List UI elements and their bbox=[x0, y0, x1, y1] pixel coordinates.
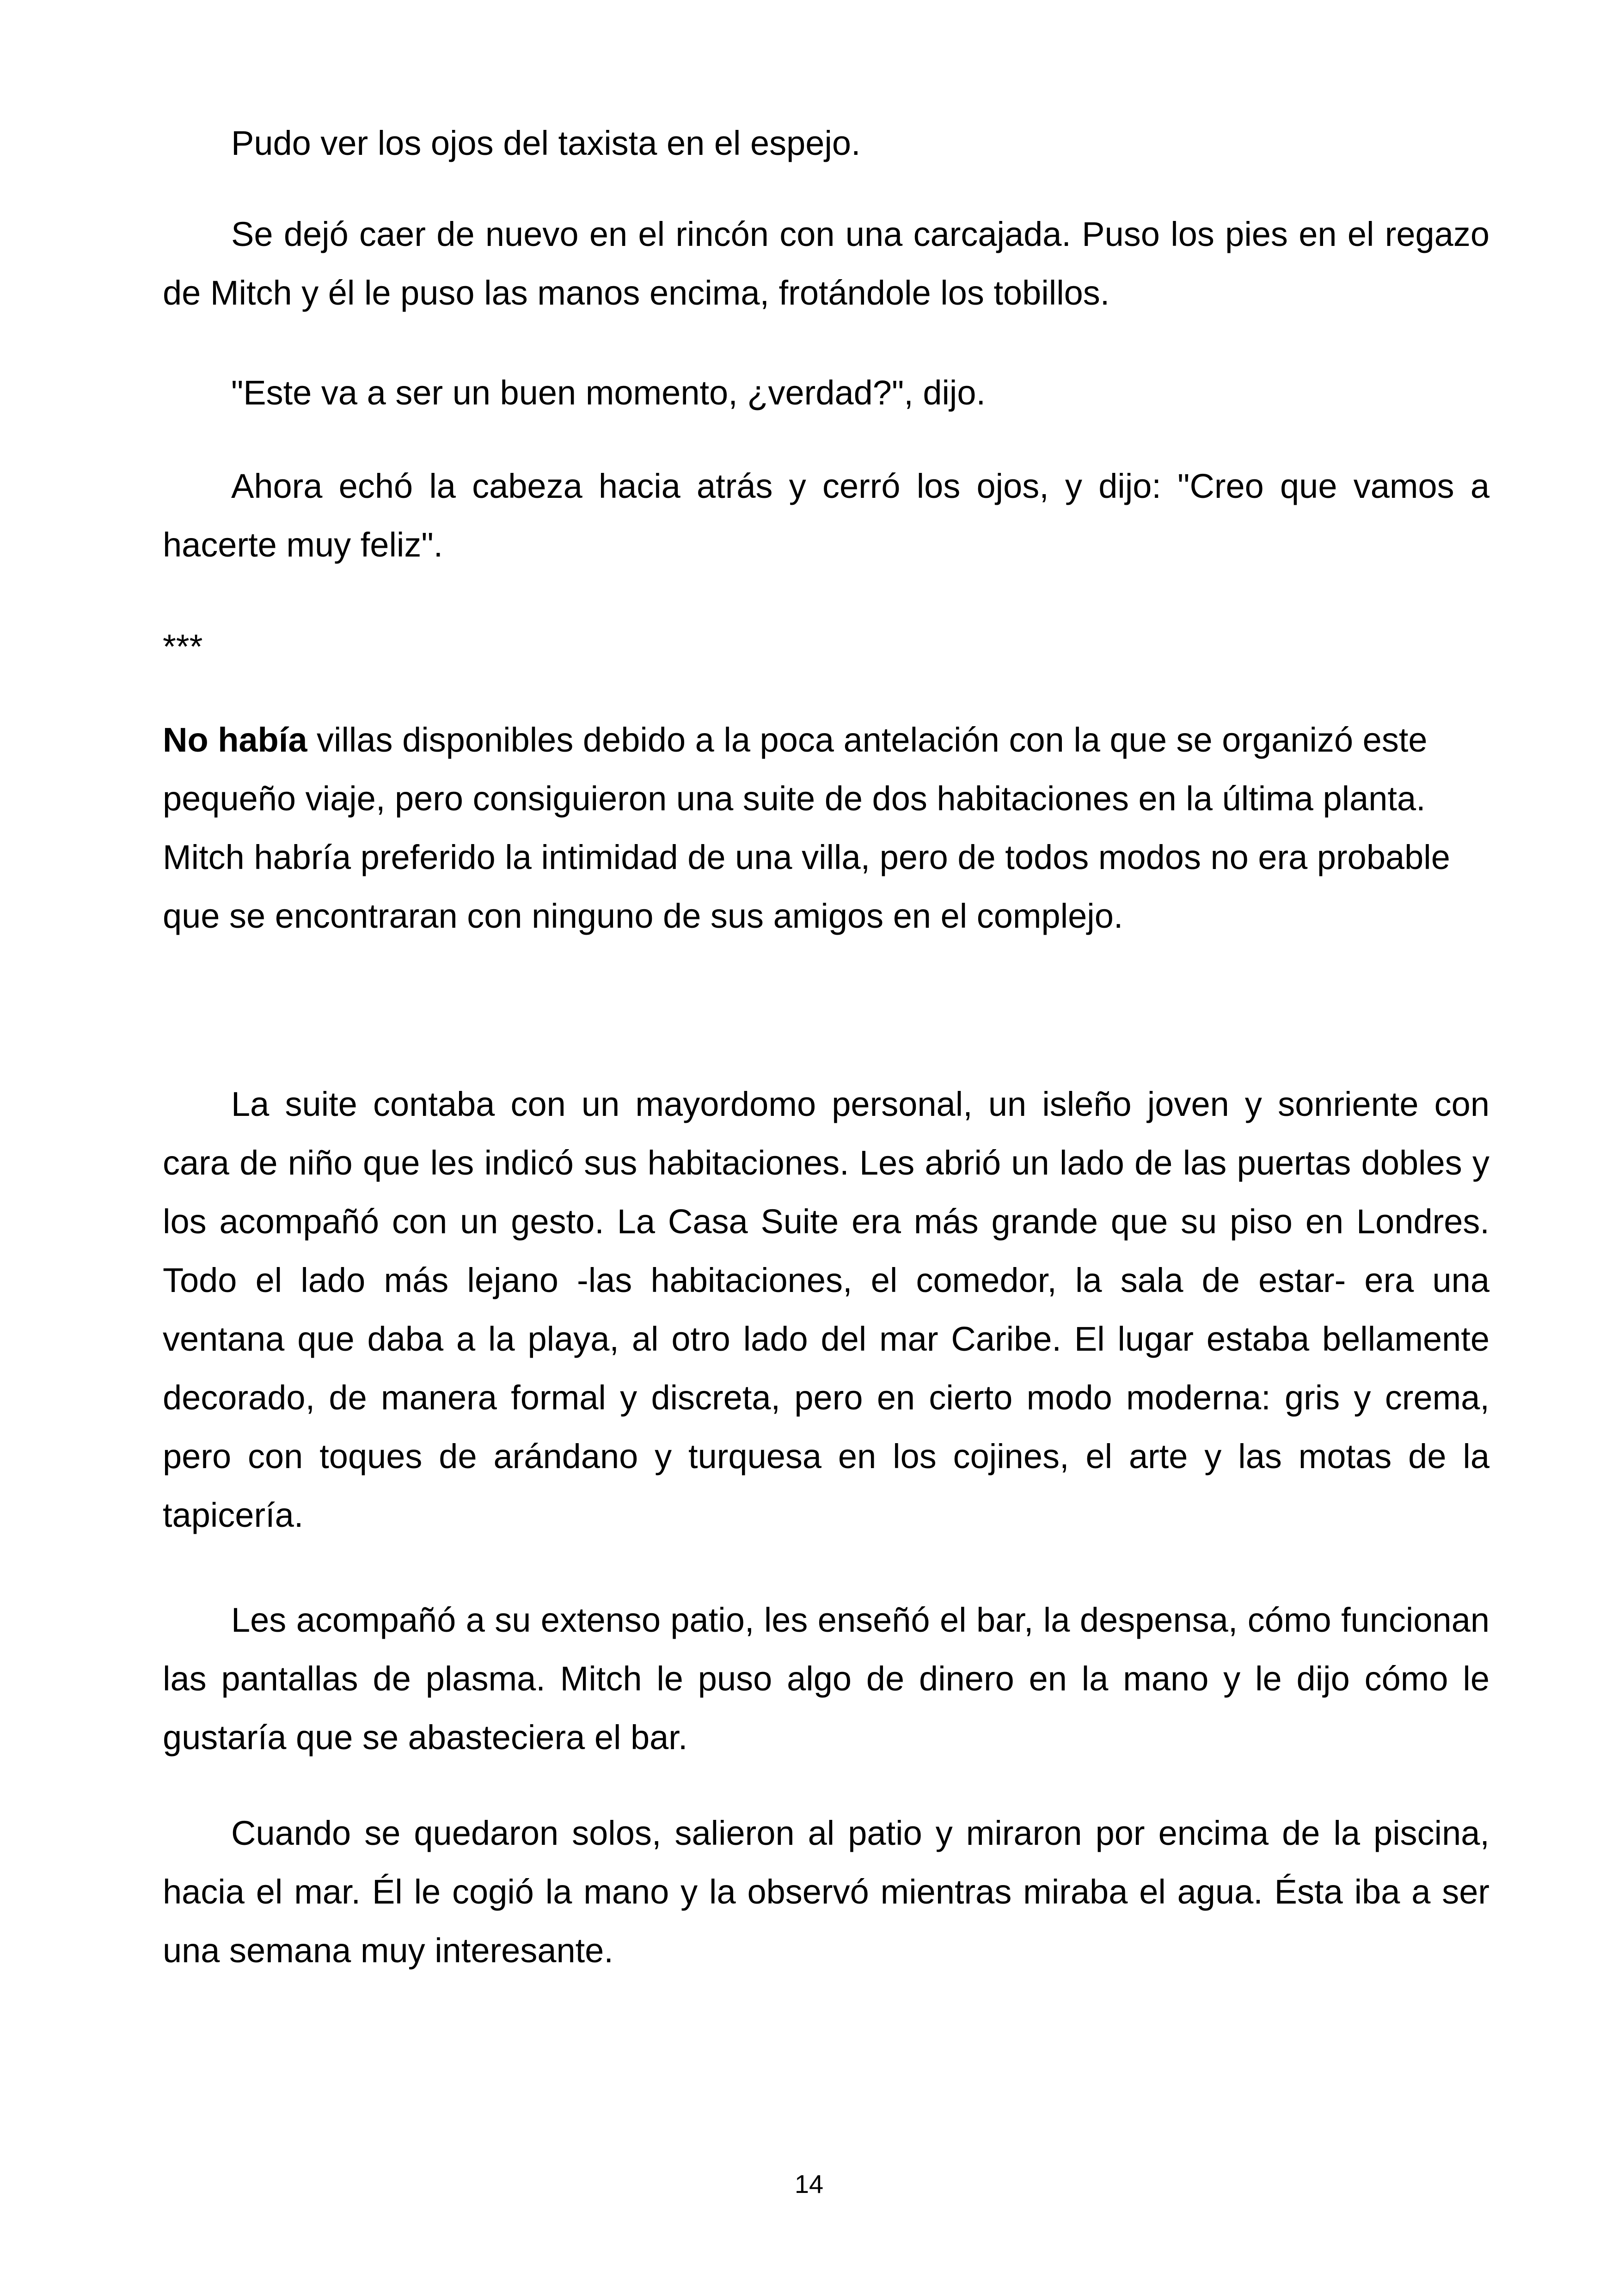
paragraph-5-body: villas disponibles debido a la poca antelación con la que se organizó este pequeño viaje, pero consiguieron una suite de dos habitaciones en la última planta. Mitch habría preferido la intimidad de una villa, pero de todos modos no era probable que se encontraran con ninguno de sus amigos en el complejo. bbox=[163, 721, 1450, 935]
paragraph-8: Cuando se quedaron solos, salieron al patio y miraron por encima de la piscina, hacia el mar. Él le cogió la mano y la observó mientras miraba el agua. Ésta iba a ser una semana muy interesante. bbox=[163, 1814, 1489, 1970]
section-separator: *** bbox=[163, 627, 203, 666]
paragraph-4: Ahora echó la cabeza hacia atrás y cerró los ojos, y dijo: "Creo que vamos a hacerte muy feliz". bbox=[163, 467, 1489, 564]
paragraph-2: Se dejó caer de nuevo en el rincón con una carcajada. Puso los pies en el regazo de Mitch y él le puso las manos encima, frotándole los tobillos. bbox=[163, 215, 1489, 312]
paragraph-3: "Este va a ser un buen momento, ¿verdad?", dijo. bbox=[231, 373, 986, 412]
paragraph-7: Les acompañó a su extenso patio, les enseñó el bar, la despensa, cómo funcionan las pantallas de plasma. Mitch le puso algo de dinero en la mano y le dijo cómo le gustaría que se abasteciera el bar. bbox=[163, 1601, 1489, 1757]
paragraph-1: Pudo ver los ojos del taxista en el espejo. bbox=[231, 124, 861, 162]
paragraph-5 bbox=[163, 710, 1489, 945]
paragraph-6: La suite contaba con un mayordomo personal, un isleño joven y sonriente con cara de niño que les indicó sus habitaciones. Les abrió un lado de las puertas dobles y los acompañó con un gesto. La Casa Suite era más grande que su piso en Londres. Todo el lado más lejano -las habitaciones, el comedor, la sala de estar- era una ventana que daba a la playa, al otro lado del mar Caribe. El lugar estaba bellamente decorado, de manera formal y discreta, pero en cierto modo moderna: gris y crema, pero con toques de arándano y turquesa en los cojines, el arte y las motas de la tapicería. bbox=[163, 1085, 1489, 1534]
paragraph-5-lead-bold: No había bbox=[163, 721, 307, 759]
page-number: 14 bbox=[794, 2169, 824, 2198]
